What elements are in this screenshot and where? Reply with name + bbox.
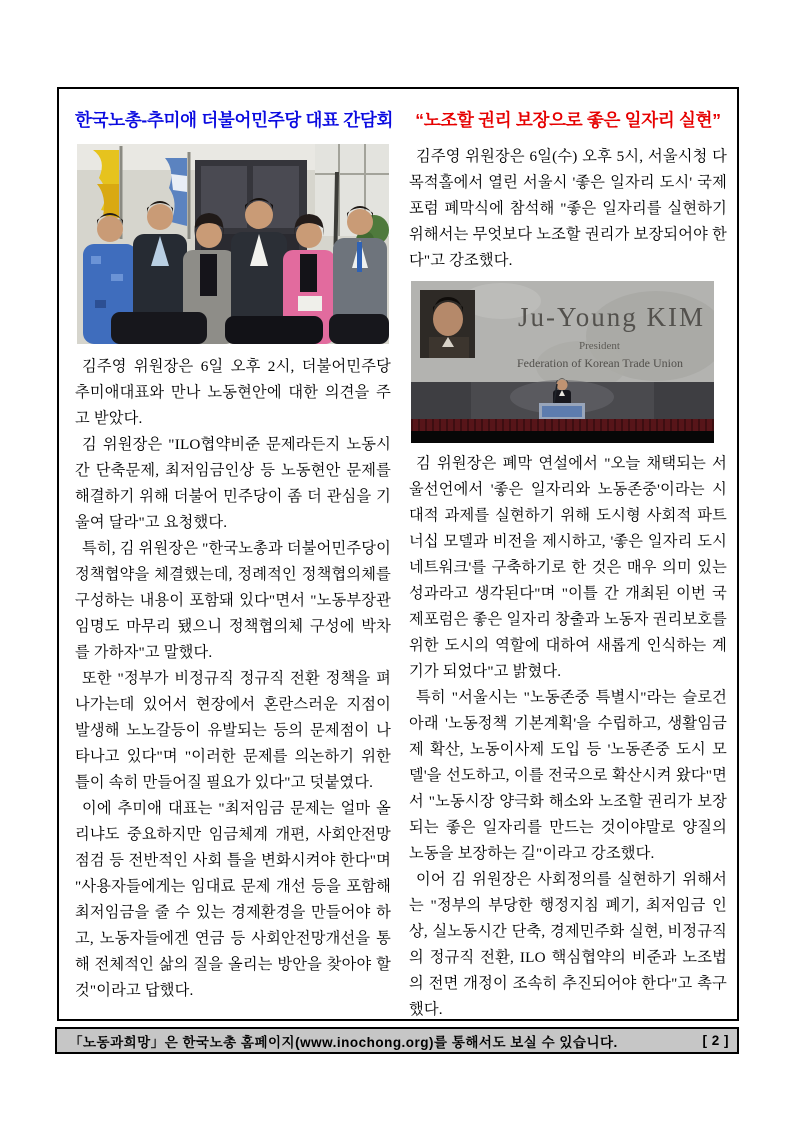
stage-front [411,419,714,443]
paragraph: 이어 김 위원장은 사회정의를 실현하기 위해서는 "정부의 부당한 행정지침 폐기, 최저임금 인상, 실노동시간 단축, 경제민주화 실현, 비정규직의 정규직 전환, ILO 핵심협약의 비준과 노조법의 전면 개정이 조속히 추진되어야 한다"고 촉구했다. [409,871,727,1018]
chair-backs [111,312,389,344]
paragraph: 이에 추미애 대표는 "최저임금 문제는 얼마 올리냐도 중요하지만 임금체계 개편, 사회안전망 점검 등 전반적인 사회 틀을 변화시켜야 한다"며 "사용자들에게는 임대료 문제 개선 등을 포함해 최저임금을 줄 수 있는 경제환경을 만들어야 하고, 노동자들에겐 연금 등 사회안전망개선을 통해 전체적인 삶의 질을 올리는 방안을 찾아야 할 것"이라고 답했다. [75,800,391,999]
stage-photo-illustration [411,281,714,443]
paragraph: 특히, 김 위원장은 "한국노총과 더불어민주당이 정책협약을 체결했는데, 정례적인 정책협의체를 구성하는 내용이 포함돼 있다"면서 "노동부장관 임명도 마무리 됐으니 정책협의체 구성에 박차를 가하자"고 말했다. [75,540,391,661]
left-article-headline: 한국노총-추미애 더불어민주당 대표 간담회 [75,110,394,130]
screen-subtitle-text: President [579,340,620,352]
paragraph: 김주영 위원장은 6일 오후 2시, 더불어민주당 추미애대표와 만나 노동현안에 대한 의견을 주고 받았다. [75,358,391,427]
paragraph: 김 위원장은 폐막 연설에서 "오늘 채택되는 서울선언에서 '좋은 일자리와 노동존중'이라는 시대적 과제를 실현하기 위해 도시형 사회적 파트너십 모델과 비전을 제시하고, '좋은 일자리 도시 네트워크'를 구축하기로 한 것은 매우 의미 있는 성과라고 생각된다"며 "이틀 간 개최된 이번 국제포럼은 좋은 일자리 창출과 노동자 권리보호를 위한 도시의 역할에 대하여 새롭게 인식하는 계기가 되었다"고 밝혔다. [409,455,727,680]
paragraph: 김주영 위원장은 6일(수) 오후 5시, 서울시청 다목적홀에서 열린 서울시 '좋은 일자리 도시' 국제포럼 폐막식에 참석해 "좋은 일자리를 실현하기 위해서는 무엇보다 노조할 권리가 보장되어야 한다"고 강조했다. [409,148,727,269]
content-frame [57,87,739,1021]
paragraph: 김 위원장은 "ILO협약비준 문제라든지 노동시간 단축문제, 최저임금인상 등 노동현안 문제를 해결하기 위해 더불어 민주당이 좀 더 관심을 기울여 달라"고 요청했다. [75,436,391,531]
footer-bar [55,1027,739,1054]
screen-title-text: Ju-Young KIM [518,302,706,332]
right-article-headline: “노조할 권리 보장으로 좋은 일자리 실현” [415,110,721,130]
article-left [75,105,394,1019]
tie [357,242,362,272]
paragraph: 또한 "정부가 비정규직 정규직 전환 정책을 펴나가는데 있어서 현장에서 혼란스러운 지점이 발생해 노노갈등이 유발되는 등의 문제점이 나타나고 있다"며 "이러한 문제를 의논하기 위한 틀이 속히 만들어질 필요가 있다"고 덧붙였다. [75,670,391,791]
screen-org-text: Federation of Korean Trade Union [517,356,683,370]
right-article-photo [411,281,714,443]
group-photo-illustration [77,144,389,344]
left-article-photo [77,144,389,344]
paragraph: 특히 "서울시는 "노동존중 특별시"라는 슬로건 아래 '노동정책 기본계획'을 수립하고, 생활임금제 확산, 노동이사제 도입 등 '노동존중 도시 모델'을 선도하고, 이를 전국으로 확산시켜 왔다"면서 "노동시장 양극화 해소와 노조할 권리가 보장되는 좋은 일자리를 만드는 것이야말로 양질의 노동을 보장하는 길"이라고 강조했다. [409,689,727,862]
footer-text: 「노동과희망」은 한국노총 홈페이지(www.inochong.org)를 통해서도 보실 수 있습니다. [69,1034,618,1050]
article-right [409,105,727,1019]
speaker-portrait [420,290,475,358]
page-number: [ 2 ] [702,1033,729,1048]
paper [298,296,322,311]
